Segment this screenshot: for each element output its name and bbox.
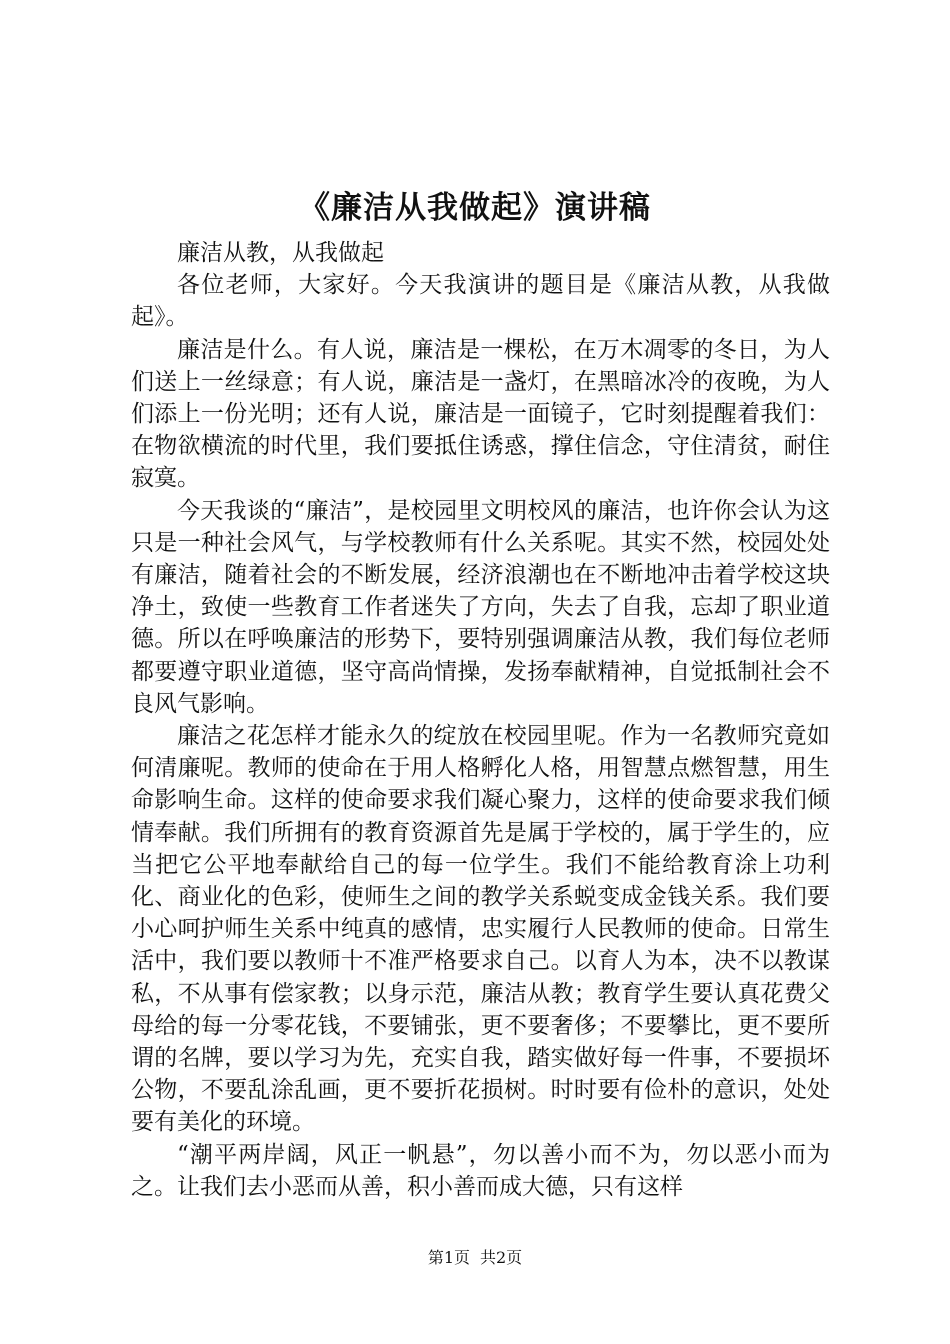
greeting-paragraph: 各位老师，大家好。今天我演讲的题目是《廉洁从教，从我做起》。	[131, 272, 830, 331]
body-paragraph: 今天我谈的“廉洁”，是校园里文明校风的廉洁，也许你会认为这只是一种社会风气，与学校教师有什么关系呢。其实不然，校园处处有廉洁，随着社会的不断发展，经济浪潮也在不断地冲击着学校这块净土，致使一些教育工作者迷失了方向，失去了自我，忘却了职业道德。所以在呼唤廉洁的形势下，要特别强调廉洁从教，我们每位老师都要遵守职业道德，坚守高尚情操，发扬奉献精神，自觉抵制社会不良风气影响。	[131, 497, 830, 717]
body-paragraph: 廉洁之花怎样才能永久的绽放在校园里呢。作为一名教师究竟如何清廉呢。教师的使命在于用人格孵化人格，用智慧点燃智慧，用生命影响生命。这样的使命要求我们凝心聚力，这样的使命要求我们倾情奉献。我们所拥有的教育资源首先是属于学校的，属于学生的，应当把它公平地奉献给自己的每一位学生。我们不能给教育涂上功利化、商业化的色彩，使师生之间的教学关系蜕变成金钱关系。我们要小心呵护师生关系中纯真的感情，忠实履行人民教师的使命。日常生活中，我们要以教师十不准严格要求自己。以育人为本，决不以教谋私，不从事有偿家教；以身示范，廉洁从教；教育学生要认真花费父母给的每一分零花钱，不要铺张，更不要奢侈；不要攀比，更不要所谓的名牌，要以学习为先，充实自我，踏实做好每一件事，不要损坏公物，不要乱涂乱画，更不要折花损树。时时要有俭朴的意识，处处要有美化的环境。	[131, 723, 830, 1136]
document-body	[131, 237, 830, 1203]
page-number: 第1页	[427, 1248, 470, 1267]
page-footer	[0, 1248, 950, 1268]
body-paragraph: 廉洁是什么。有人说，廉洁是一棵松，在万木凋零的冬日，为人们送上一丝绿意；有人说，廉洁是一盏灯，在黑暗冰冷的夜晚，为人们添上一份光明；还有人说，廉洁是一面镜子，它时刻提醒着我们：在物欲横流的时代里，我们要抵住诱惑，撑住信念，守住清贫，耐住寂寞。	[131, 336, 830, 492]
body-paragraph: “潮平两岸阔，风正一帆悬”，勿以善小而不为，勿以恶小而为之。让我们去小恶而从善，积小善而成大德，只有这样	[131, 1141, 830, 1200]
document-title: 《廉洁从我做起》演讲稿	[299, 190, 651, 226]
subtitle-paragraph: 廉洁从教，从我做起	[177, 240, 384, 266]
page-total: 共2页	[480, 1248, 523, 1267]
